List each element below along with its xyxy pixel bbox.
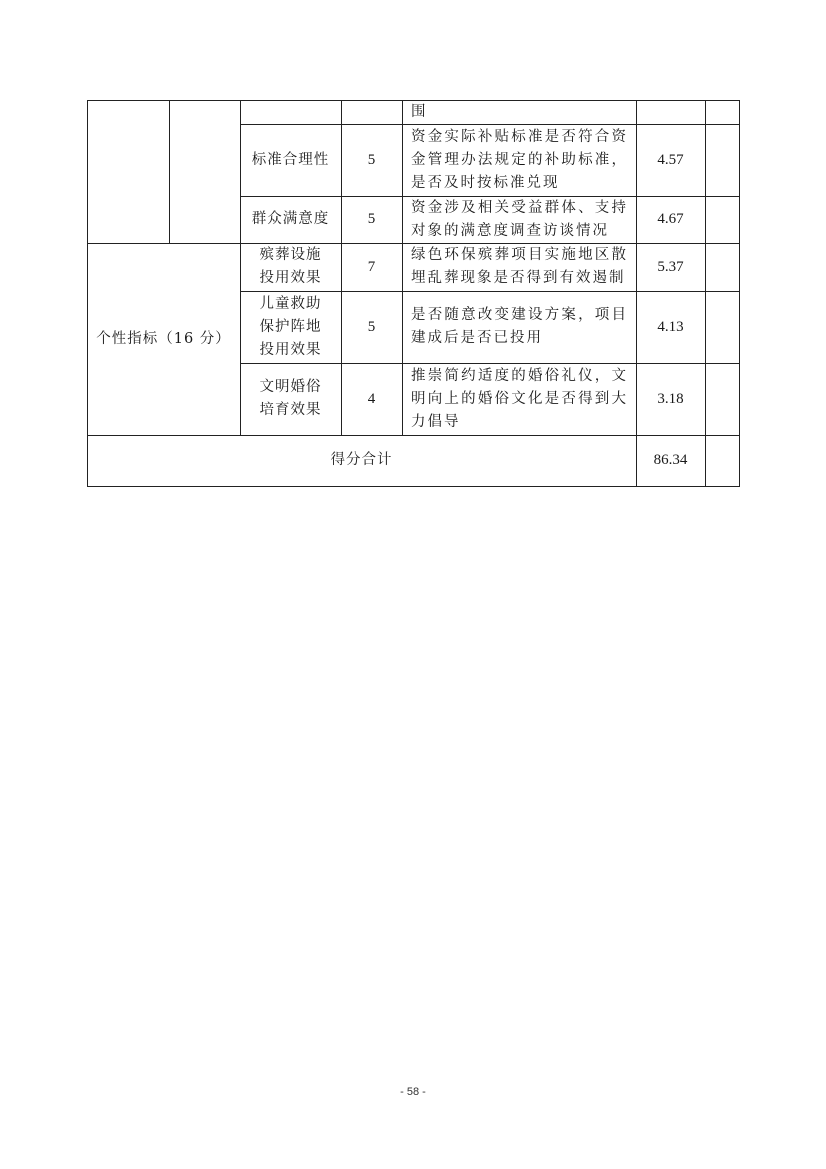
page-number: - 58 - (400, 1086, 426, 1098)
indicator-description: 资金涉及相关受益群体、支持对象的满意度调查访谈情况 (411, 199, 628, 239)
indicator-name: 文明婚俗培育效果 (259, 379, 322, 418)
indicator-score: 4.57 (657, 151, 684, 168)
total-label: 得分合计 (330, 452, 393, 468)
group-label: 个性指标（16 分） (96, 330, 231, 347)
indicator-name: 群众满意度 (251, 211, 330, 227)
col-divider (169, 100, 170, 244)
indicator-name: 标准合理性 (251, 151, 330, 168)
indicator-description: 围 (411, 103, 428, 120)
indicator-description: 是否随意改变建设方案，项目建成后是否已投用 (411, 307, 628, 346)
table-border-right (739, 100, 740, 487)
indicator-weight: 5 (367, 211, 376, 227)
indicator-name: 殡葬设施投用效果 (259, 247, 322, 286)
indicator-weight: 7 (367, 258, 376, 275)
total-score: 86.34 (653, 452, 688, 468)
indicator-description: 资金实际补贴标准是否符合资金管理办法规定的补助标准，是否及时按标准兑现 (411, 128, 628, 191)
indicator-name: 儿童救助保护阵地投用效果 (259, 295, 322, 358)
indicator-description: 绿色环保殡葬项目实施地区散埋乱葬现象是否得到有效遏制 (411, 247, 628, 286)
indicator-weight: 4 (367, 390, 376, 407)
col-divider (705, 100, 706, 487)
indicator-weight: 5 (367, 151, 376, 168)
indicator-score: 5.37 (657, 258, 684, 275)
indicator-score: 3.18 (657, 390, 684, 407)
table-border-bottom (87, 486, 740, 487)
indicator-score: 4.67 (657, 211, 684, 227)
indicator-description: 推崇简约适度的婚俗礼仪，文明向上的婚俗文化是否得到大力倡导 (411, 367, 628, 430)
indicator-score: 4.13 (657, 318, 684, 335)
indicator-weight: 5 (367, 318, 376, 335)
